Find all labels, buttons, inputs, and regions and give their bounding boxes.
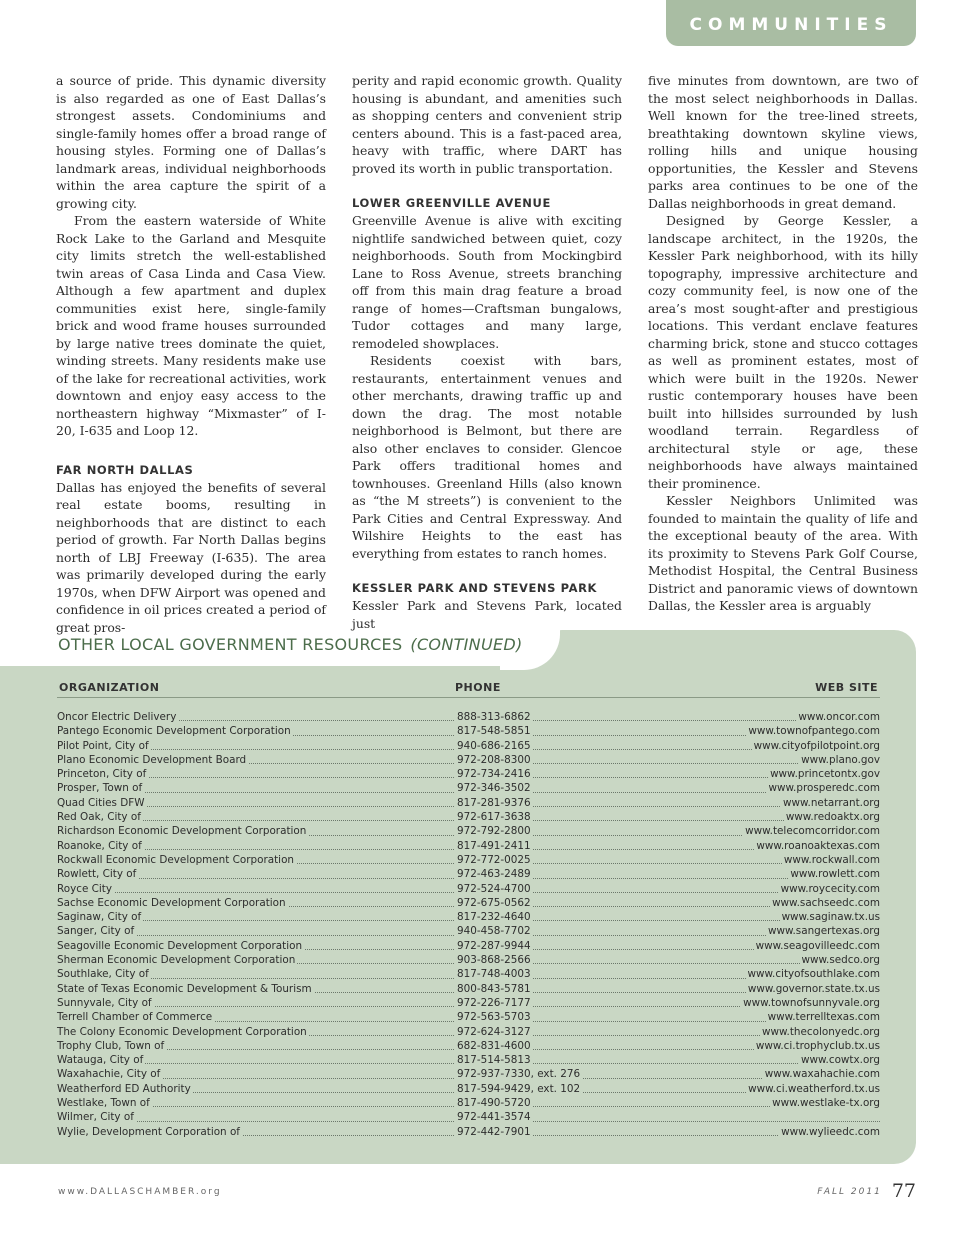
- row-organization: Sherman Economic Development Corporation: [57, 954, 296, 967]
- row-phone: 800-843-5781: [457, 982, 531, 995]
- table-row: [57, 824, 880, 838]
- article-column-3: [648, 72, 918, 615]
- row-organization: Plano Economic Development Board: [57, 753, 247, 766]
- section-tab: COMMUNITIES: [666, 0, 916, 46]
- row-website[interactable]: www.cowtx.org: [801, 1054, 880, 1067]
- row-organization: Pilot Point, City of: [57, 739, 149, 752]
- row-organization: Royce City: [57, 882, 113, 895]
- row-organization: State of Texas Economic Development & Tourism: [57, 982, 312, 995]
- table-row: [57, 882, 880, 896]
- footer-website: www.DALLASCHAMBER.org: [58, 1187, 222, 1197]
- row-phone: 972-624-3127: [457, 1025, 531, 1038]
- row-organization: Rockwall Economic Development Corporation: [57, 853, 295, 866]
- row-website[interactable]: www.terrelltexas.com: [767, 1011, 880, 1024]
- table-row: [57, 724, 880, 738]
- row-website[interactable]: www.waxahachie.com: [764, 1068, 880, 1081]
- row-phone: 817-548-5851: [457, 725, 531, 738]
- paragraph: Dallas has enjoyed the benefits of several real estate booms, resulting in neighborhoods that are distinct to each period of growth. Far North Dallas begins north of LBJ Freeway (I-635). The area was primarily developed during the early 1970s, when DFW Airport was opened and confidence in oil prices created a period of great pros-: [56, 479, 326, 635]
- section-heading: LOWER GREENVILLE AVENUE: [352, 196, 551, 210]
- row-organization: Southlake, City of: [57, 968, 149, 981]
- row-website[interactable]: www.ci.trophyclub.tx.us: [755, 1039, 880, 1052]
- row-phone: 888-313-6862: [457, 711, 531, 723]
- article-column-2: [352, 72, 622, 632]
- table-row: [57, 867, 880, 881]
- table-row: [57, 939, 880, 953]
- paragraph: Designed by George Kessler, a landscape architect, in the 1920s, the Kessler Park neighborhood, with its hilly topography, impressive architecture and cozy community feel, is now one of the area’s most sought-after and prestigious locations. This verdant enclave features charming brick, stone and stucco cottages as well as prominent estates, most of which were built in the 1920s. Newer rustic contemporary houses have been built into hillsides surrounded by lush woodland terrain. Regardless of architectural style or age, these neighborhoods have always maintained their prominence.: [648, 213, 918, 491]
- row-phone: 972-617-3638: [457, 811, 531, 824]
- row-organization: Saginaw, City of: [57, 911, 142, 924]
- row-phone: 682-831-4600: [457, 1039, 531, 1052]
- row-phone: 972-937-7330, ext. 276: [457, 1068, 581, 1081]
- table-row: [57, 967, 880, 981]
- paragraph: five minutes from downtown, are two of the most select neighborhoods in Dallas. Well known for the tree-lined streets, breathtaking downtown skyline views, rolling hills and unique housing opportunities, the Kessler and Stevens parks area continues to be one of the Dallas neighborhoods in great demand.: [648, 73, 918, 211]
- table-row: [57, 781, 880, 795]
- row-organization: Princeton, City of: [57, 768, 147, 781]
- row-organization: Prosper, Town of: [57, 782, 143, 795]
- table-row: [57, 1110, 880, 1124]
- table-row: [57, 739, 880, 753]
- row-organization: Weatherford ED Authority: [57, 1082, 191, 1095]
- row-phone: 972-226-7177: [457, 996, 531, 1009]
- row-website[interactable]: www.saginaw.tx.us: [781, 911, 880, 924]
- row-organization: Sachse Economic Development Corporation: [57, 896, 286, 909]
- row-website[interactable]: www.westlake-tx.org: [772, 1097, 880, 1110]
- row-organization: Waxahachie, City of: [57, 1068, 161, 1081]
- row-phone: 972-524-4700: [457, 882, 531, 895]
- footer-page-info: [817, 1180, 916, 1202]
- table-header: [57, 680, 880, 698]
- row-phone: 972-442-7901: [457, 1125, 531, 1138]
- row-organization: Richardson Economic Development Corporation: [57, 825, 307, 838]
- row-website[interactable]: www.plano.gov: [801, 753, 880, 766]
- row-phone: 972-792-2800: [457, 825, 531, 838]
- table-row: [57, 1125, 880, 1139]
- table-body: [57, 710, 880, 1139]
- row-website[interactable]: www.townofsunnyvale.org: [743, 996, 880, 1009]
- row-website[interactable]: www.ci.weatherford.tx.us: [748, 1082, 880, 1095]
- row-phone: 972-346-3502: [457, 782, 531, 795]
- row-website[interactable]: www.seagovilleedc.com: [755, 939, 880, 952]
- row-phone: 817-232-4640: [457, 911, 531, 924]
- row-phone: 972-675-0562: [457, 896, 531, 909]
- row-phone: 972-208-8300: [457, 753, 531, 766]
- table-row: [57, 996, 880, 1010]
- row-organization: Sunnyvale, City of: [57, 996, 152, 1009]
- row-phone: 817-491-2411: [457, 839, 531, 852]
- header-organization: ORGANIZATION: [59, 681, 160, 694]
- row-website[interactable]: www.roanoaktexas.com: [756, 839, 880, 852]
- row-website[interactable]: www.prosperedc.com: [768, 782, 880, 795]
- row-organization: Seagoville Economic Development Corporation: [57, 939, 303, 952]
- table-row: [57, 1025, 880, 1039]
- row-website[interactable]: www.oncor.com: [798, 711, 880, 723]
- row-website[interactable]: www.sachseedc.com: [772, 896, 880, 909]
- row-website[interactable]: www.roycecity.com: [780, 882, 880, 895]
- table-row: [57, 1053, 880, 1067]
- paragraph: Kessler Neighbors Unlimited was founded to maintain the quality of life and the exceptional beauty of the area. With its proximity to Stevens Park Golf Course, Methodist Hospital, the Central Business District and panoramic views of downtown Dallas, the Kessler area is arguably: [648, 493, 918, 613]
- row-organization: Pantego Economic Development Corporation: [57, 725, 291, 738]
- row-website[interactable]: www.sedco.org: [801, 954, 880, 967]
- row-phone: 972-734-2416: [457, 768, 531, 781]
- table-row: [57, 1082, 880, 1096]
- row-website[interactable]: www.cityofsouthlake.com: [747, 968, 880, 981]
- row-phone: 817-281-9376: [457, 796, 531, 809]
- resources-title: [58, 635, 523, 654]
- row-phone: 817-594-9429, ext. 102: [457, 1082, 581, 1095]
- row-website[interactable]: www.cityofpilotpoint.org: [753, 739, 880, 752]
- footer-season: FALL 2011: [817, 1187, 882, 1197]
- table-row: [57, 767, 880, 781]
- table-row: [57, 1010, 880, 1024]
- row-organization: The Colony Economic Development Corporation: [57, 1025, 307, 1038]
- header-website: WEB SITE: [815, 681, 878, 694]
- row-organization: Oncor Electric Delivery: [57, 711, 177, 723]
- row-website[interactable]: www.rowlett.com: [790, 868, 880, 881]
- row-website[interactable]: www.wylieedc.com: [781, 1125, 880, 1138]
- section-heading: FAR NORTH DALLAS: [56, 462, 194, 477]
- row-phone: 817-748-4003: [457, 968, 531, 981]
- row-phone: 972-772-0025: [457, 853, 531, 866]
- row-website[interactable]: www.netarrant.org: [783, 796, 880, 809]
- row-website[interactable]: www.rockwall.com: [783, 853, 880, 866]
- table-row: [57, 1096, 880, 1110]
- row-website[interactable]: www.thecolonyedc.org: [762, 1025, 880, 1038]
- resources-title-suffix: (CONTINUED): [410, 635, 523, 654]
- resources-table: [57, 680, 880, 1139]
- section-heading: KESSLER PARK AND STEVENS PARK: [352, 581, 598, 595]
- table-row: [57, 924, 880, 938]
- row-phone: 940-458-7702: [457, 925, 531, 938]
- row-phone: 903-868-2566: [457, 954, 531, 967]
- row-phone: 817-514-5813: [457, 1054, 531, 1067]
- paragraph: Residents coexist with bars, restaurants, entertainment venues and other merchants, drawing traffic up and down the drag. The most notable neighborhood is Belmont, but there are also other enclaves to consider. Glencoe Park offers traditional homes and townhouses. Greenland Hills (also known as “the M streets”) is convenient to the Park Cities and Central Expressway. And Wilshire Heights to the east has everything from estates to ranch homes.: [352, 353, 622, 561]
- paragraph: a source of pride. This dynamic diversity is also regarded as one of East Dallas’s strongest assets. Condominiums and single-family homes offer a broad range of housing styles. Forming one of Dallas’s landmark areas, individual neighborhoods within the area capture the spirit of a growing city.: [56, 73, 326, 211]
- row-website[interactable]: www.redoaktx.org: [785, 811, 880, 824]
- table-row: [57, 953, 880, 967]
- row-organization: Westlake, Town of: [57, 1097, 150, 1110]
- row-organization: Trophy Club, Town of: [57, 1039, 165, 1052]
- table-row: [57, 982, 880, 996]
- row-organization: Red Oak, City of: [57, 811, 141, 824]
- resources-title-text: OTHER LOCAL GOVERNMENT RESOURCES: [58, 635, 403, 654]
- row-organization: Wylie, Development Corporation of: [57, 1125, 240, 1138]
- row-organization: Watauga, City of: [57, 1054, 144, 1067]
- row-website[interactable]: www.princetontx.gov: [770, 768, 880, 781]
- table-row: [57, 1067, 880, 1081]
- row-phone: 817-490-5720: [457, 1097, 531, 1110]
- table-row: [57, 1039, 880, 1053]
- table-row: [57, 839, 880, 853]
- row-website[interactable]: www.governor.state.tx.us: [747, 982, 880, 995]
- paragraph: perity and rapid economic growth. Quality housing is abundant, and amenities such as shopping centers and convenient strip centers abound. This is a fast-paced area, heavy with traffic, where DART has proved its worth in public transportation.: [352, 73, 622, 176]
- table-row: [57, 710, 880, 724]
- row-organization: Roanoke, City of: [57, 839, 142, 852]
- header-phone: PHONE: [455, 681, 501, 694]
- table-row: [57, 796, 880, 810]
- row-phone: 972-563-5703: [457, 1011, 531, 1024]
- paragraph: Kessler Park and Stevens Park, located just: [352, 598, 622, 631]
- table-row: [57, 853, 880, 867]
- row-phone: 972-441-3574: [457, 1111, 531, 1124]
- table-row: [57, 810, 880, 824]
- row-organization: Wilmer, City of: [57, 1111, 134, 1124]
- row-phone: 972-287-9944: [457, 939, 531, 952]
- paragraph: From the eastern waterside of White Rock Lake to the Garland and Mesquite city limits stretch the well-established twin areas of Casa Linda and Casa View. Although a few apartment and duplex communities exist here, single-family brick and wood frame houses surrounded by large native trees dominate the quiet, winding streets. Many residents make use of the lake for recreational activities, work downtown and enjoy easy access to the northeastern highway “Mixmaster” of I-20, I-635 and Loop 12.: [56, 213, 326, 438]
- row-organization: Terrell Chamber of Commerce: [57, 1011, 213, 1024]
- table-row: [57, 753, 880, 767]
- row-organization: Sanger, City of: [57, 925, 135, 938]
- row-website[interactable]: www.townofpantego.com: [748, 725, 880, 738]
- row-website[interactable]: www.telecomcorridor.com: [745, 825, 880, 838]
- row-phone: 940-686-2165: [457, 739, 531, 752]
- table-row: [57, 910, 880, 924]
- row-organization: Rowlett, City of: [57, 868, 137, 881]
- row-phone: 972-463-2489: [457, 868, 531, 881]
- table-row: [57, 896, 880, 910]
- row-organization: Quad Cities DFW: [57, 796, 145, 809]
- row-website[interactable]: www.sangertexas.org: [767, 925, 880, 938]
- article-column-1: [56, 72, 326, 636]
- paragraph: Greenville Avenue is alive with exciting nightlife sandwiched between quiet, cozy neighborhoods. South from Mockingbird Lane to Ross Avenue, streets branching off from this main drag feature a broad range of homes—Craftsman bungalows, Tudor cottages and many large, remodeled showplaces.: [352, 213, 622, 351]
- page-number: 77: [891, 1180, 916, 1202]
